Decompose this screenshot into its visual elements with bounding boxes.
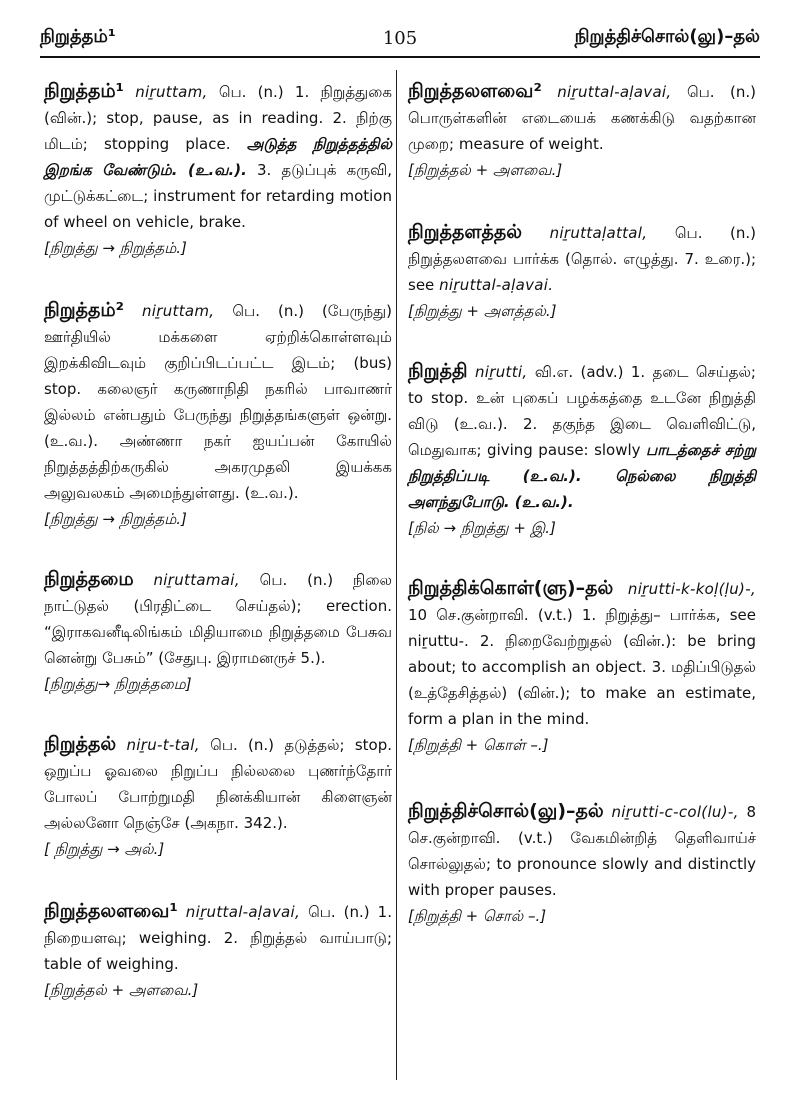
transliteration: niṟuttam, <box>141 302 215 320</box>
dictionary-entry <box>408 219 756 324</box>
dictionary-entry <box>408 78 756 183</box>
transliteration: niṟutti-c-col(lu)-, <box>611 803 739 821</box>
headword: நிறுத்தம்² <box>44 299 124 321</box>
transliteration: niṟuttal-aḷavai, <box>557 83 672 101</box>
etymology: [ நிறுத்து → அல்.] <box>44 840 165 858</box>
headword: நிறுத்தமை <box>44 568 134 590</box>
headword: நிறுத்தம்¹ <box>44 80 124 102</box>
etymology: [நிறுத்தி + சொல் –.] <box>408 907 547 925</box>
dictionary-entry <box>408 358 756 541</box>
headword: நிறுத்தலளவை¹ <box>44 900 178 922</box>
headword: நிறுத்தலளவை² <box>408 80 542 102</box>
transliteration: niṟuttaḷattal, <box>549 224 648 242</box>
transliteration: niṟuttam, <box>135 83 208 101</box>
header-right-guide-word: நிறுத்திச்சொல்(லு)–தல் <box>574 26 760 47</box>
definition: பெ. (n.) 1. நிறையளவு; weighing. 2. நிறுத்தல் வாய்பாடு; table of weighing. <box>44 903 392 973</box>
dictionary-entry <box>44 78 392 261</box>
etymology: [நிறுத்து→ நிறுத்தமை] <box>44 675 192 693</box>
header-left-guide-word: நிறுத்தம்¹ <box>40 26 116 47</box>
etymology: [நிறுத்தல் + அளவை.] <box>408 161 563 179</box>
etymology: [நிறுத்தி + கொள் –.] <box>408 736 549 754</box>
definition-continued: 3. தடுப்புக் கருவி, முட்டுக்கட்டை; instrument for retarding motion of wheel on vehicle, brake. <box>44 161 392 231</box>
transliteration: niṟu-t-tal, <box>126 736 200 754</box>
transliteration: niṟuttamai, <box>153 571 240 589</box>
column-divider <box>396 70 397 1080</box>
definition: வி.எ. (adv.) 1. தடை செய்தல்; to stop. உன் புகைப் பழக்கத்தை உடனே நிறுத்தி விடு (உ.வ.). 2. தகுந்த இடை வெளிவிட்டு, மெதுவாக; giving pause: slowly <box>408 363 756 459</box>
dictionary-entry <box>44 898 392 1003</box>
cross-reference: niṟuttal-aḷavai. <box>439 276 554 294</box>
etymology: [நிறுத்து → நிறுத்தம்.] <box>44 510 187 528</box>
usage-example: பாடத்தைச் சற்று நிறுத்திப்படி (உ.வ.). நெல்லை நிறுத்தி அளந்துபோடு. (உ.வ.). <box>408 441 756 511</box>
headword: நிறுத்திக்கொள்(ளு)–தல் <box>408 577 614 599</box>
headword: நிறுத்தி <box>408 360 468 382</box>
page-number: 105 <box>382 28 418 49</box>
transliteration: niṟuttal-aḷavai, <box>185 903 301 921</box>
transliteration: niṟutti-k-koḷ(ḷu)-, <box>627 580 756 598</box>
etymology: [நிறுத்தல் + அளவை.] <box>44 981 199 999</box>
headword: நிறுத்தல் <box>44 733 117 755</box>
dictionary-entry <box>408 798 756 929</box>
etymology: [நிறுத்து → நிறுத்தம்.] <box>44 239 187 257</box>
transliteration: niṟutti, <box>474 363 528 381</box>
definition: 8 செ.குன்றாவி. (v.t.) வேகமின்றித் தெளிவாய்ச் சொல்லுதல்; to pronounce slowly and distinctly with proper pauses. <box>408 803 756 899</box>
left-column <box>44 78 392 1003</box>
definition: பெ. (n.) தடுத்தல்; stop. ஒறுப்ப ஓவலை நிறுப்ப நில்லலை புணர்ந்தோர் போலப் போற்றுமதி நினக்கியான் கிளைஞன் அல்லனோ நெஞ்சே (அகநா. 342.). <box>44 736 392 832</box>
dictionary-entry <box>44 566 392 697</box>
definition: பெ. (n.) 1. நிறுத்துகை (வின்.); stop, pause, as in reading. 2. நிற்கு மிடம்; stopping place. <box>44 83 392 153</box>
page-header <box>40 22 760 58</box>
definition: பெ. (n.) (பேருந்து) ஊர்தியில் மக்களை ஏற்றிக்கொள்ளவும் இறக்கிவிடவும் குறிப்பிடப்பட்ட இடம்; (bus) stop. கலைஞர் கருணாநிதி நகரில் பாவாணர் இல்லம் என்பதும் பேருந்து நிறுத்தங்களுள் ஒன்று. (உ.வ.). அண்ணா நகர் ஐயப்பன் கோயில் நிறுத்தத்திற்கருகில் அகரமுதலி இயக்கக அலுவலகம் அமைந்துள்ளது. (உ.வ.). <box>44 302 392 502</box>
headword: நிறுத்தளத்தல் <box>408 221 523 243</box>
definition: பெ. (n.) நிலை நாட்டுதல் (பிரதிட்டை செய்தல்); erection. “இராகவனீடிலிங்கம் மிதியாமை நிறுத்தமை பேசுவ னென்று பேசும்” (சேதுபு. இராமனருச் 5.). <box>44 571 392 667</box>
right-column <box>408 78 756 929</box>
etymology: [நிறுத்து + அளத்தல்.] <box>408 302 557 320</box>
definition: பெ. (n.) பொருள்களின் எடையைக் கணக்கிடு வதற்கான முறை; measure of weight. <box>408 83 756 153</box>
usage-example: அடுத்த நிறுத்தத்தில் இறங்க வேண்டும். (உ.வ.). <box>44 135 392 179</box>
dictionary-entry <box>44 731 392 862</box>
dictionary-entry <box>408 575 756 758</box>
dictionary-entry <box>44 297 392 532</box>
etymology: [நில் → நிறுத்து + இ.] <box>408 519 556 537</box>
definition: பெ. (n.) நிறுத்தலளவை பார்க்க (தொல். எழுத்து. 7. உரை.); see <box>408 224 756 294</box>
definition: 10 செ.குன்றாவி. (v.t.) 1. நிறுத்து– பார்க்க, see niṟuttu-. 2. நிறைவேற்றுதல் (வின்.): be bring about; to accomplish an object. 3. மதிப்பிடுதல் (உத்தேசித்தல்) (வின்.); to make an estimate, form a plan in the mind. <box>408 606 756 728</box>
headword: நிறுத்திச்சொல்(லு)–தல் <box>408 800 604 822</box>
